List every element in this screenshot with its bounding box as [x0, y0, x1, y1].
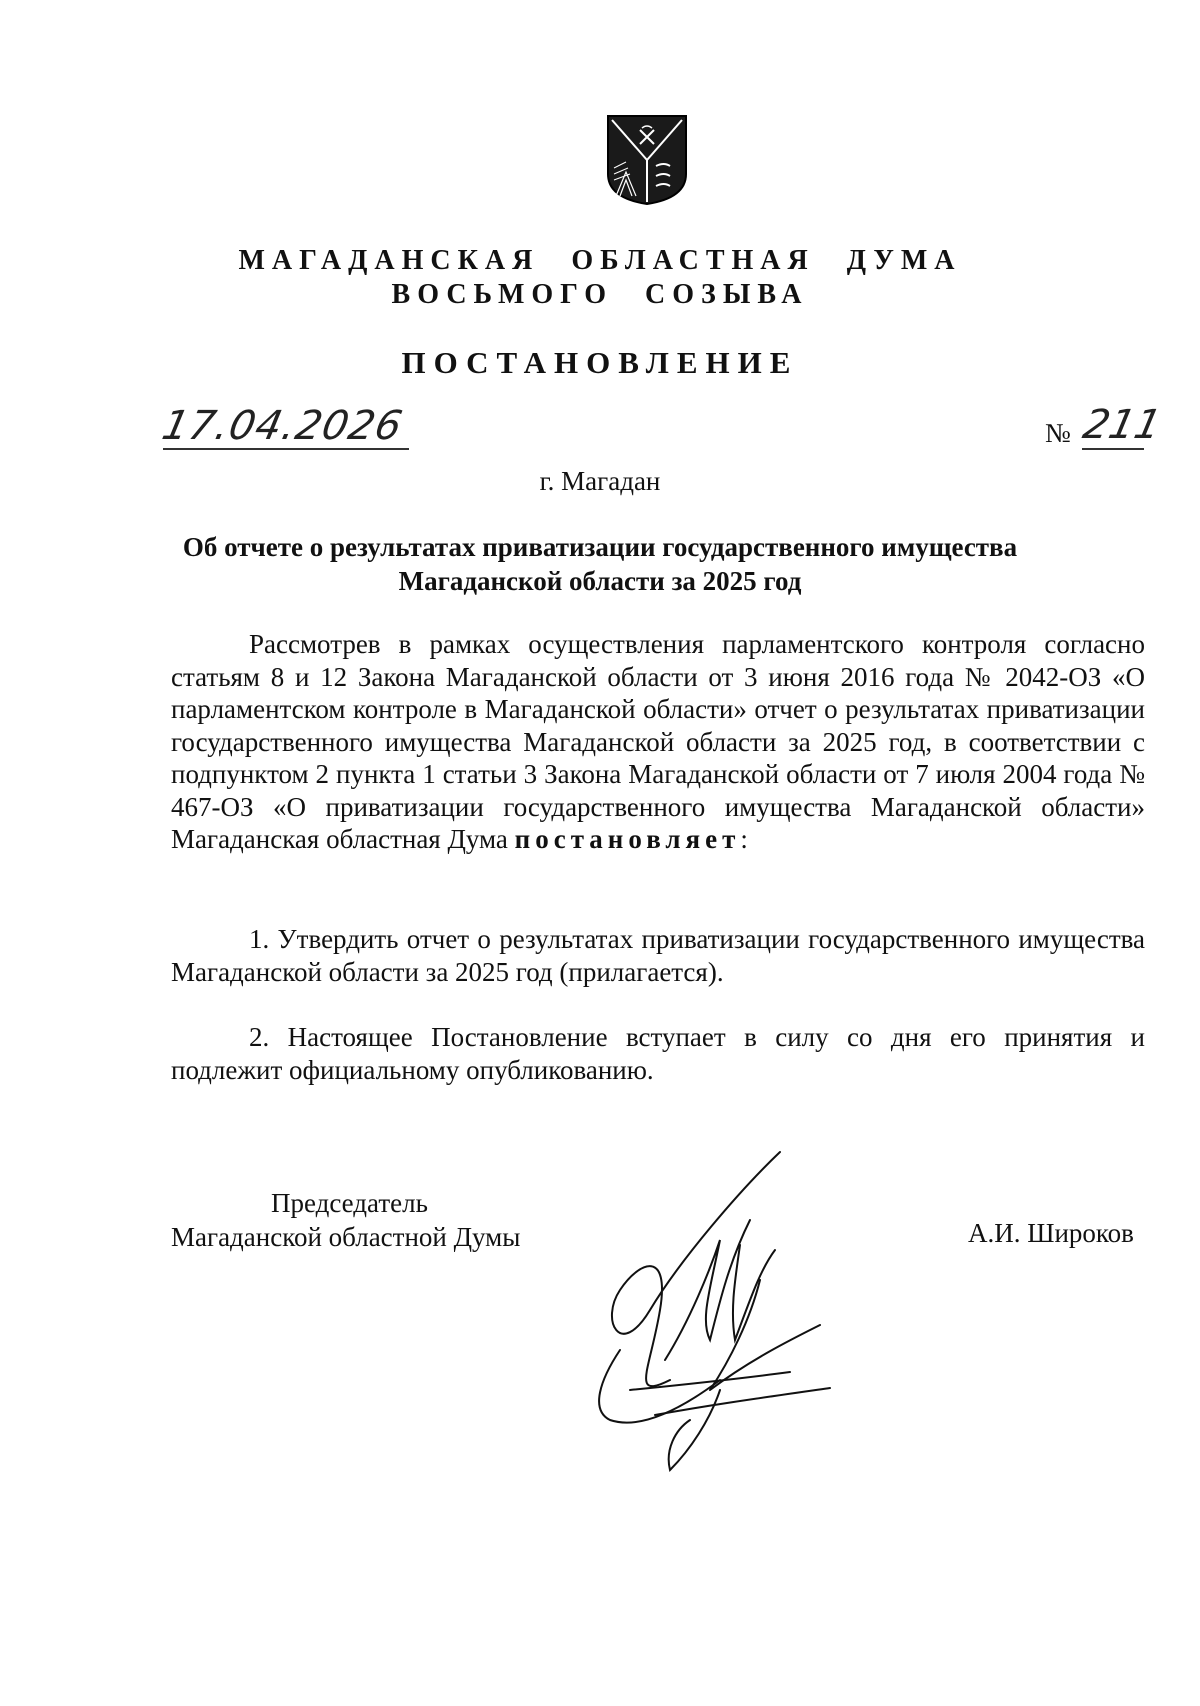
document-type: ПОСТАНОВЛЕНИЕ: [401, 345, 799, 380]
item-2: 2. Настоящее Постановление вступает в силу со дня его принятия и подлежит официальному опубликованию.: [171, 1022, 1145, 1085]
handwritten-signature-icon: [560, 1150, 860, 1480]
number-underline: [1082, 448, 1144, 450]
number-label: №: [1045, 418, 1071, 448]
document-number: 211: [1079, 402, 1166, 448]
coat-of-arms-icon: [606, 114, 688, 206]
document-title: Об отчете о результатах приватизации государственного имущества Магаданской области за 2025 год: [182, 532, 1018, 596]
document-date: 17.04.2026: [158, 403, 407, 449]
signer-title-line2: Магаданской областной Думы: [171, 1222, 521, 1252]
signer-title: [171, 1186, 520, 1254]
preamble-text: Рассмотрев в рамках осуществления парламентского контроля согласно статьям 8 и 12 Закона Магаданской области от 3 июня 2016 года № 2042-ОЗ «О парламентском контроле в Магаданской области» отчет о результатах приватизации государственного имущества Магаданской области за 2025 год, в соответствии с подпунктом 2 пункта 1 статьи 3 Закона Магаданской области от 7 июля 2004 года № 467-ОЗ «О приватизации государственного имущества Магаданской области» Магаданская областная Дума: [171, 629, 1145, 854]
organization-name: МАГАДАНСКАЯ ОБЛАСТНАЯ ДУМА: [238, 245, 962, 276]
city: г. Магадан: [539, 466, 661, 496]
item-1: 1. Утвердить отчет о результатах приватизации государственного имущества Магаданской области за 2025 год (прилагается).: [171, 924, 1145, 987]
preamble-paragraph: [171, 628, 1145, 856]
preamble-keyword: постановляет: [514, 824, 741, 854]
signer-title-line1: Председатель: [271, 1188, 428, 1218]
signer-name: А.И. Широков: [968, 1218, 1134, 1248]
preamble-end: :: [740, 824, 748, 854]
date-underline: [163, 448, 409, 450]
organization-convocation: ВОСЬМОГО СОЗЫВА: [391, 279, 809, 310]
